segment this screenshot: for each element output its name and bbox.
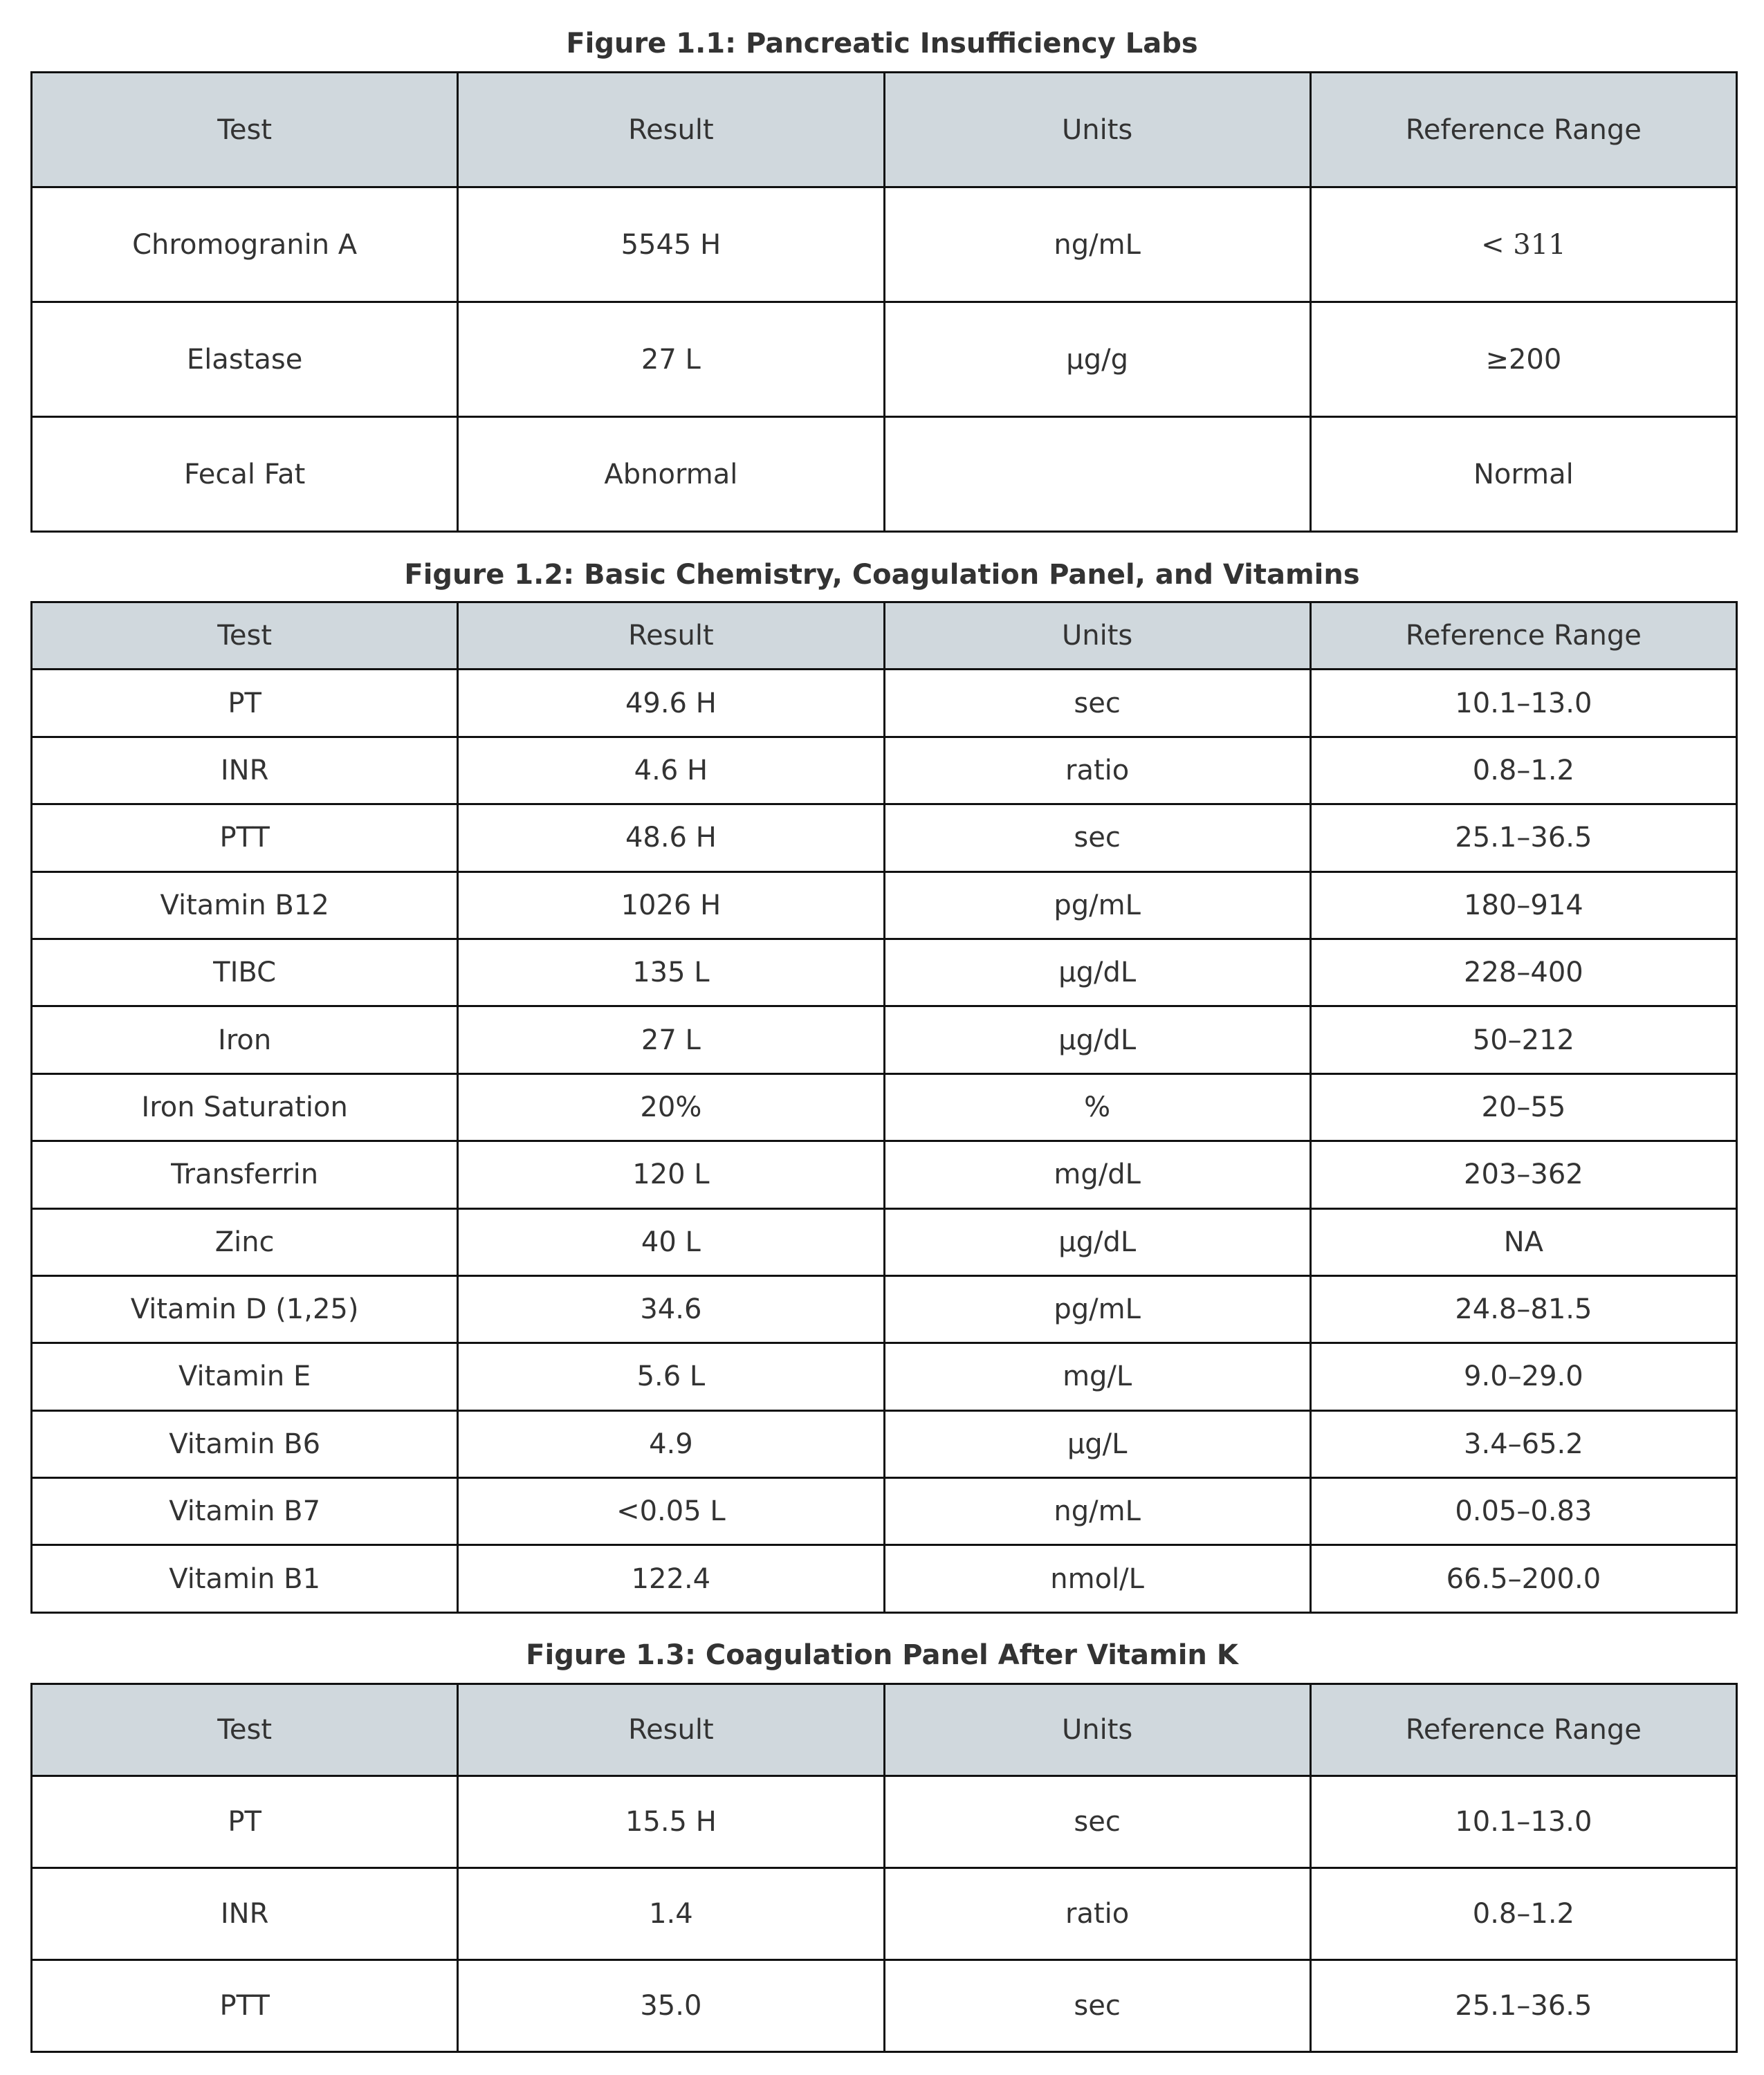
cell-units: sec [884, 1960, 1310, 2052]
cell-reference-range: 9.0–29.0 [1310, 1343, 1736, 1410]
cell-units: mg/dL [884, 1141, 1310, 1208]
cell-result: 48.6 H [458, 804, 884, 872]
cell-reference-range: 25.1–36.5 [1310, 804, 1736, 872]
cell-reference-range: 25.1–36.5 [1310, 1960, 1736, 2052]
cell-test: PTT [32, 1960, 458, 2052]
figure-1-2-title: Figure 1.2: Basic Chemistry, Coagulation Panel, and Vitamins [404, 559, 1360, 591]
table-header-row [32, 1684, 1737, 1776]
cell-reference-range: 66.5–200.0 [1310, 1545, 1736, 1612]
cell-reference-range: 203–362 [1310, 1141, 1736, 1208]
table-row [32, 1073, 1737, 1141]
table-row [32, 187, 1737, 302]
cell-units: pg/mL [884, 872, 1310, 939]
table-row [32, 1478, 1737, 1545]
cell-result: 1026 H [458, 872, 884, 939]
cell-result: Abnormal [458, 417, 884, 532]
cell-reference-range: 10.1–13.0 [1310, 1776, 1736, 1868]
cell-units: µg/dL [884, 939, 1310, 1006]
cell-result: 35.0 [458, 1960, 884, 2052]
cell-units: pg/mL [884, 1275, 1310, 1343]
column-header-units: Units [884, 602, 1310, 670]
table-row [32, 872, 1737, 939]
coagulation-after-vitamin-k-table [30, 1683, 1738, 2053]
cell-reference-range: Normal [1310, 417, 1736, 532]
cell-units: ng/mL [884, 187, 1310, 302]
figure-1-1-title: Figure 1.1: Pancreatic Insufficiency Labs [566, 28, 1198, 59]
cell-units: ng/mL [884, 1478, 1310, 1545]
cell-result: 49.6 H [458, 670, 884, 737]
column-header-test: Test [32, 73, 458, 187]
table-row [32, 417, 1737, 532]
cell-reference-range: 180–914 [1310, 872, 1736, 939]
cell-reference-range: 24.8–81.5 [1310, 1275, 1736, 1343]
cell-test: Transferrin [32, 1141, 458, 1208]
table-row [32, 1776, 1737, 1868]
cell-reference-range: 0.05–0.83 [1310, 1478, 1736, 1545]
pancreatic-insufficiency-table [30, 71, 1738, 533]
column-header-result: Result [458, 602, 884, 670]
cell-test: PT [32, 1776, 458, 1868]
cell-test: Vitamin E [32, 1343, 458, 1410]
table-row [32, 737, 1737, 804]
cell-test: Iron Saturation [32, 1073, 458, 1141]
table-row [32, 1410, 1737, 1477]
column-header-units: Units [884, 73, 1310, 187]
cell-result: 5.6 L [458, 1343, 884, 1410]
cell-reference-range: 50–212 [1310, 1006, 1736, 1073]
cell-units: sec [884, 804, 1310, 872]
cell-test: Fecal Fat [32, 417, 458, 532]
cell-reference-range: 3.4–65.2 [1310, 1410, 1736, 1477]
cell-reference-range: 0.8–1.2 [1310, 1868, 1736, 1960]
cell-units: ratio [884, 737, 1310, 804]
table-row [32, 670, 1737, 737]
figure-1-3-title: Figure 1.3: Coagulation Panel After Vitamin K [526, 1639, 1238, 1671]
cell-test: Vitamin D (1,25) [32, 1275, 458, 1343]
cell-reference-range: ≥200 [1310, 302, 1736, 417]
column-header-test: Test [32, 1684, 458, 1776]
cell-reference-range: 20–55 [1310, 1073, 1736, 1141]
cell-units: µg/g [884, 302, 1310, 417]
table-row [32, 939, 1737, 1006]
cell-result: 15.5 H [458, 1776, 884, 1868]
table-row [32, 1545, 1737, 1612]
cell-test: Chromogranin A [32, 187, 458, 302]
column-header-reference-range: Reference Range [1310, 73, 1736, 187]
cell-units: µg/L [884, 1410, 1310, 1477]
table-row [32, 804, 1737, 872]
cell-result: 1.4 [458, 1868, 884, 1960]
column-header-reference-range: Reference Range [1310, 1684, 1736, 1776]
cell-result: 27 L [458, 1006, 884, 1073]
cell-units: % [884, 1073, 1310, 1141]
column-header-reference-range: Reference Range [1310, 602, 1736, 670]
cell-units: sec [884, 1776, 1310, 1868]
cell-result: 27 L [458, 302, 884, 417]
column-header-test: Test [32, 602, 458, 670]
cell-units: µg/dL [884, 1006, 1310, 1073]
cell-result: 120 L [458, 1141, 884, 1208]
table-row [32, 1960, 1737, 2052]
cell-reference-range: 0.8–1.2 [1310, 737, 1736, 804]
cell-test: Vitamin B7 [32, 1478, 458, 1545]
table-row [32, 1275, 1737, 1343]
cell-units: nmol/L [884, 1545, 1310, 1612]
cell-result: 5545 H [458, 187, 884, 302]
cell-test: Elastase [32, 302, 458, 417]
cell-result: 4.9 [458, 1410, 884, 1477]
cell-test: Vitamin B1 [32, 1545, 458, 1612]
cell-test: Vitamin B12 [32, 872, 458, 939]
cell-reference-range: 228–400 [1310, 939, 1736, 1006]
cell-test: INR [32, 737, 458, 804]
cell-units: µg/dL [884, 1208, 1310, 1275]
table-row [32, 1868, 1737, 1960]
table-row [32, 1208, 1737, 1275]
cell-result: 20% [458, 1073, 884, 1141]
table-row [32, 302, 1737, 417]
cell-result: 4.6 H [458, 737, 884, 804]
table-header-row [32, 73, 1737, 187]
cell-units: ratio [884, 1868, 1310, 1960]
table-header-row [32, 602, 1737, 670]
chemistry-coagulation-vitamins-table [30, 601, 1738, 1614]
cell-reference-range: NA [1310, 1208, 1736, 1275]
cell-test: PT [32, 670, 458, 737]
cell-reference-range: < 311 [1310, 187, 1736, 302]
table-row [32, 1343, 1737, 1410]
column-header-result: Result [458, 73, 884, 187]
cell-result: 135 L [458, 939, 884, 1006]
table-row [32, 1006, 1737, 1073]
cell-result: 34.6 [458, 1275, 884, 1343]
cell-reference-range: 10.1–13.0 [1310, 670, 1736, 737]
cell-test: TIBC [32, 939, 458, 1006]
cell-test: Iron [32, 1006, 458, 1073]
cell-test: Zinc [32, 1208, 458, 1275]
cell-result: 122.4 [458, 1545, 884, 1612]
cell-units: mg/L [884, 1343, 1310, 1410]
cell-result: <0.05 L [458, 1478, 884, 1545]
cell-result: 40 L [458, 1208, 884, 1275]
cell-units [884, 417, 1310, 532]
column-header-result: Result [458, 1684, 884, 1776]
table-row [32, 1141, 1737, 1208]
cell-units: sec [884, 670, 1310, 737]
cell-test: INR [32, 1868, 458, 1960]
cell-test: PTT [32, 804, 458, 872]
column-header-units: Units [884, 1684, 1310, 1776]
cell-test: Vitamin B6 [32, 1410, 458, 1477]
